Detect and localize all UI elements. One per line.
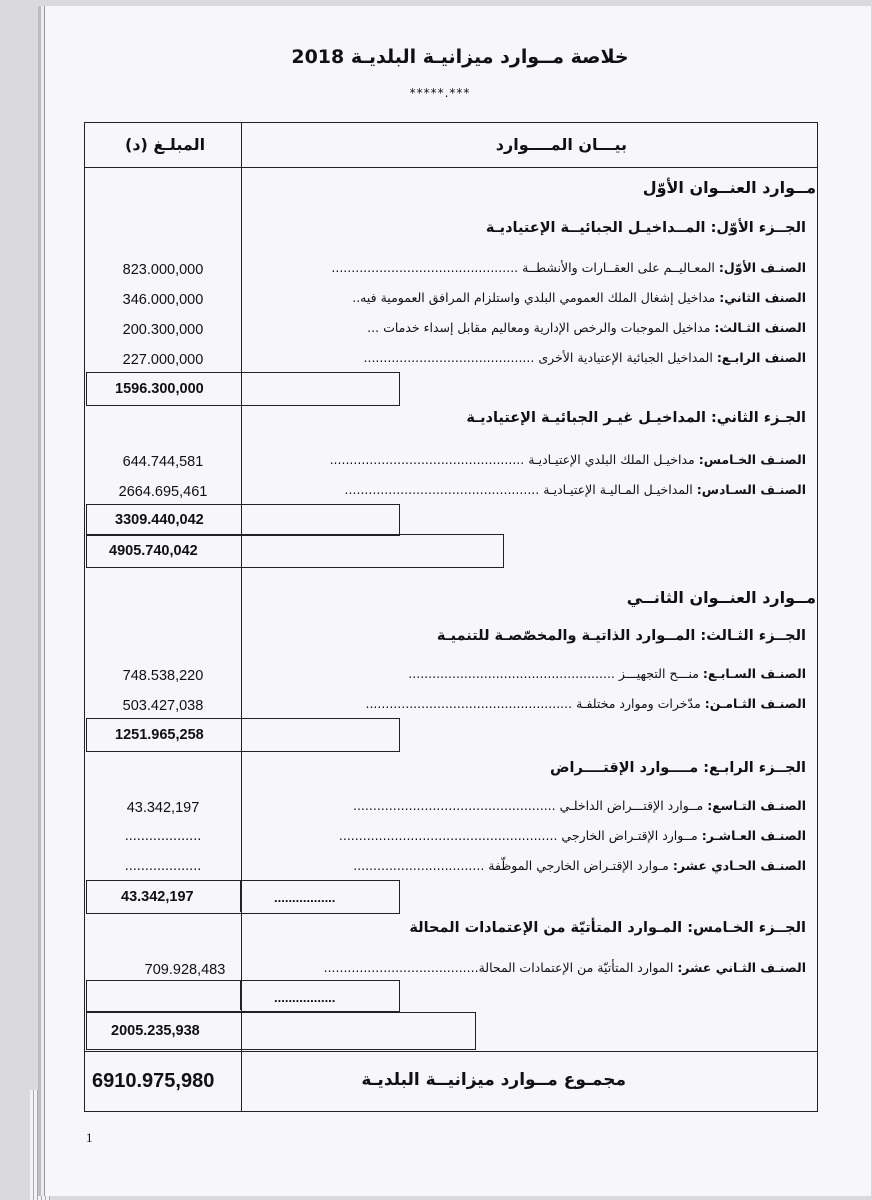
item-text: المعـاليــم على العقــارات والأنشطــة xyxy=(522,260,715,275)
item-dots: ........................................... xyxy=(363,350,535,365)
subtotal-amount-4: 43.342,197 xyxy=(121,889,194,905)
item-row-7 xyxy=(408,666,806,681)
item-row-3 xyxy=(367,320,806,335)
subtotal-amount-3: 1251.965,258 xyxy=(115,727,204,743)
item-amount-6: 2664.695,461 xyxy=(118,484,208,500)
item-text: مداخيل الموجبات والرخص الإدارية ومعاليم مقابل إسداء خدمات ... xyxy=(367,320,711,335)
item-dots: ................................................... xyxy=(352,798,556,813)
item-amount-12: 709.928,483 xyxy=(144,962,226,978)
item-amount-5: 644.744,581 xyxy=(122,454,204,470)
section-total-2: 2005.235,938 xyxy=(111,1023,200,1039)
item-text: المداخيل الجبائية الإعتيادية الأخرى xyxy=(538,350,713,365)
item-amount-3: 200.300,000 xyxy=(122,322,204,338)
item-amount-10: ................... xyxy=(124,828,202,844)
subtotal-divider-4 xyxy=(240,880,241,912)
subtotal-box-3 xyxy=(86,718,400,752)
item-text: مدّخرات وموارد مختلفـة xyxy=(576,696,701,711)
item-row-1 xyxy=(331,260,806,275)
item-dots: ............................................... xyxy=(331,260,519,275)
section-title-2: مــوارد العنــوان الثانــي xyxy=(626,588,816,607)
item-dots: ................................................. xyxy=(329,452,525,467)
item-label: الصنـف الحـادي عشر: xyxy=(672,858,806,873)
item-amount-1: 823.000,000 xyxy=(122,262,204,278)
page-number: 1 xyxy=(86,1130,93,1145)
part-title-4: الجــزء الرابـع: مــــوارد الإقتــــراض xyxy=(549,760,806,776)
document-title: خلاصة مــوارد ميزانيـة البلديـة 2018 xyxy=(291,46,629,68)
item-text: مداخيل إشغال الملك العمومي البلدي واستلزام المرافق العمومية فيه.. xyxy=(352,290,716,305)
item-label: الصنف الرابـع: xyxy=(716,350,806,365)
item-row-10 xyxy=(339,828,806,843)
amount-column-header: المبلـغ (د) xyxy=(125,135,206,154)
item-text: منـــح التجهيـــز xyxy=(618,666,699,681)
item-text: الموارد المتأتيّة من الإعتمادات المحالة xyxy=(478,960,674,975)
subtotal-box-1 xyxy=(86,372,400,406)
item-label: الصنـف الخـامس: xyxy=(698,452,806,467)
item-label: الصنف الثاني: xyxy=(719,290,806,305)
item-dots: .................................................... xyxy=(408,666,615,681)
item-label: الصنـف الثـاني عشر: xyxy=(677,960,806,975)
item-amount-11: ................... xyxy=(124,858,202,874)
header-divider xyxy=(85,167,817,168)
subtotal-box-2 xyxy=(86,504,400,536)
grand-total-label: مجمـوع مــوارد ميزانيــة البلديـة xyxy=(361,1070,626,1090)
item-row-9 xyxy=(353,798,806,813)
subtotal-box-5 xyxy=(86,980,400,1012)
part-title-5: الجــزء الخـامس: المـوارد المتأتيّة من الإعتمادات المحالة xyxy=(409,920,806,936)
description-column-header: بيـــان المــــوارد xyxy=(495,135,627,154)
item-text: مــوارد الإقتـراض الخارجي xyxy=(561,828,698,843)
item-label: الصنـف العـاشـر: xyxy=(701,828,806,843)
item-row-5 xyxy=(330,452,806,467)
item-row-12 xyxy=(324,960,806,975)
item-amount-9: 43.342,197 xyxy=(126,800,200,816)
item-label: الصنـف التـاسع: xyxy=(707,798,806,813)
item-label: الصنـف السـادس: xyxy=(696,482,806,497)
title-ornament: *****.*** xyxy=(409,86,471,100)
item-dots: .................................................... xyxy=(365,696,573,711)
item-amount-7: 748.538,220 xyxy=(122,668,204,684)
item-dots: ....................................................... xyxy=(338,828,558,843)
subtotal-placeholder-5: ................. xyxy=(274,990,336,1005)
item-row-4 xyxy=(364,350,807,365)
item-label: الصنف الثـالث: xyxy=(714,320,806,335)
item-dots: ................................. xyxy=(353,858,485,873)
section-total-1: 4905.740,042 xyxy=(109,543,198,559)
part-title-3: الجــزء الثـالث: المــوارد الذاتيـة والمخصّصـة للتنميـة xyxy=(436,628,806,644)
section-total-box-2 xyxy=(86,1012,476,1050)
grand-total-row xyxy=(86,1056,816,1108)
item-text: المداخيـل المـاليـة الإعتيـاديـة xyxy=(543,482,693,497)
subtotal-amount-1: 1596.300,000 xyxy=(115,381,204,397)
subtotal-box-4 xyxy=(86,880,400,914)
part-title-2: الجـزء الثاني: المداخيـل غيـر الجبائيـة الإعتياديـة xyxy=(466,410,806,426)
item-text: مداخيـل الملك البلدي الإعتيـاديـة xyxy=(528,452,695,467)
total-divider xyxy=(85,1051,817,1052)
subtotal-placeholder-4: ................. xyxy=(274,890,336,905)
item-row-2 xyxy=(352,290,806,305)
item-amount-4: 227.000,000 xyxy=(122,352,204,368)
item-amount-8: 503.427,038 xyxy=(122,698,204,714)
item-amount-2: 346.000,000 xyxy=(122,292,204,308)
item-text: مــوارد الإقتـــراض الداخلـي xyxy=(559,798,704,813)
item-dots: ....................................... xyxy=(323,960,479,975)
item-text: مـوارد الإقتـراض الخارجي الموظّفة xyxy=(488,858,669,873)
item-label: الصنـف الأوّل: xyxy=(718,260,806,275)
item-row-11 xyxy=(353,858,806,873)
item-row-6 xyxy=(345,482,806,497)
item-label: الصنـف السـابـع: xyxy=(702,666,806,681)
grand-total-amount: 6910.975,980 xyxy=(92,1070,215,1092)
subtotal-divider-5 xyxy=(240,980,241,1010)
item-dots: ................................................. xyxy=(344,482,540,497)
section-title-1: مــوارد العنــوان الأوّل xyxy=(642,178,816,197)
item-row-8 xyxy=(365,696,806,711)
item-label: الصنـف الثـامـن: xyxy=(704,696,806,711)
subtotal-amount-2: 3309.440,042 xyxy=(115,512,204,528)
section-total-box-1 xyxy=(86,534,504,568)
part-title-1: الجــزء الأوّل: المــداخيـل الجبائيــة الإعتياديـة xyxy=(485,220,806,236)
